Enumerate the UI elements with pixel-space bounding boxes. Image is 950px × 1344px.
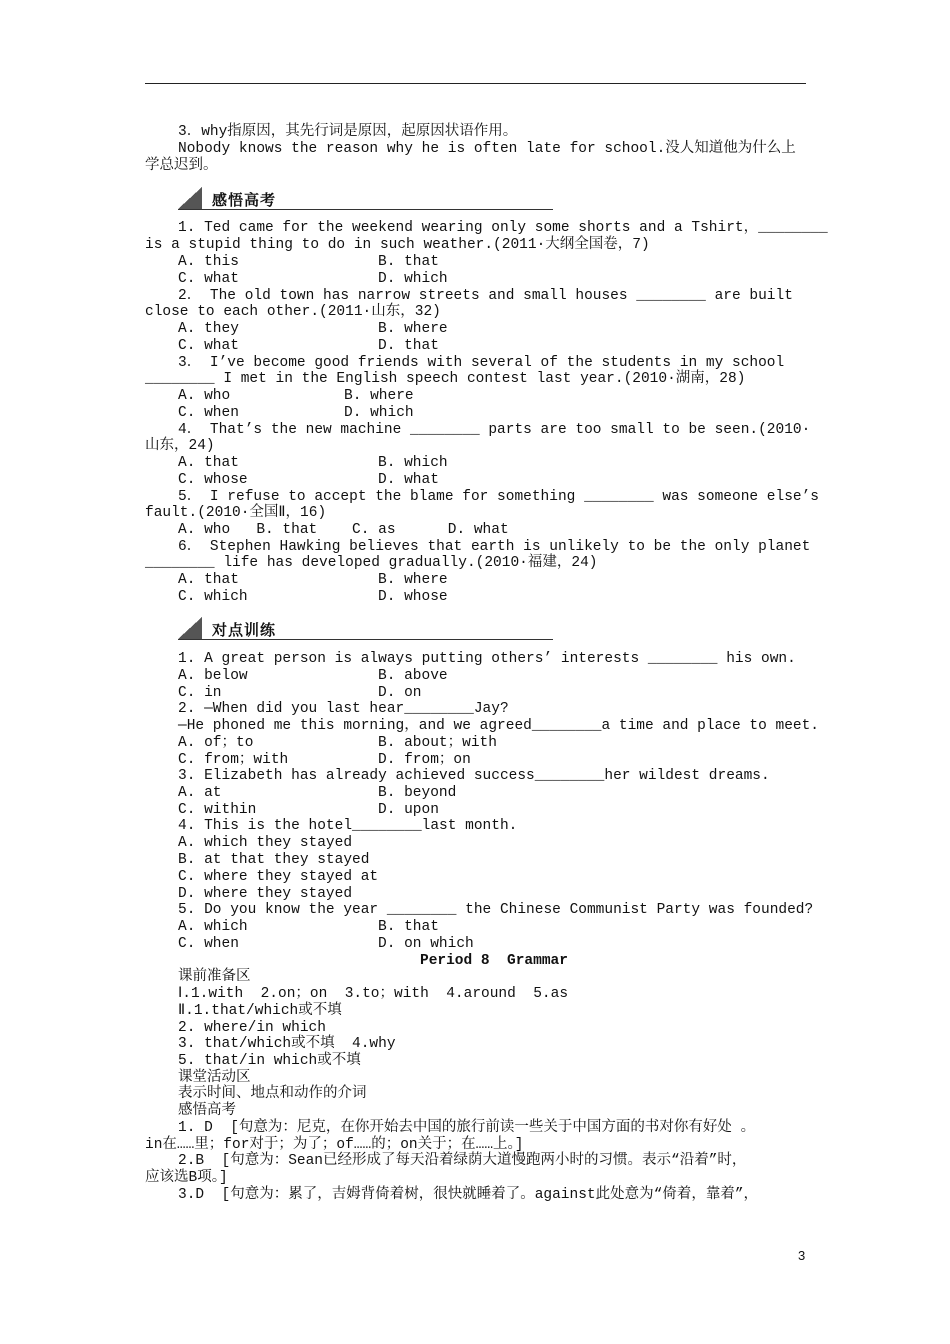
answer-line: 3.D [句意为：累了，吉姆背倚着树，很快就睡着了。against此处意为“倚着，靠着”，	[178, 1187, 759, 1203]
question-line: fault.(2010·全国Ⅱ，16)	[145, 505, 327, 521]
answer-line: 1. D [句意为：尼克，在你开始去中国的旅行前读一些关于中国方面的书对你有好处 。	[178, 1120, 756, 1136]
option: A. this	[178, 254, 239, 270]
option: D. upon	[378, 802, 439, 818]
question-line: 5． I refuse to accept the blame for something ________ was someone else’s	[178, 489, 820, 505]
question-line: ________ I met in the English speech contest last year.(2010·湖南，28)	[145, 371, 746, 387]
option: D. what	[378, 472, 439, 488]
question-line: —He phoned me this morning，and we agreed________a time and place to meet.	[178, 718, 820, 734]
answer-line: 5. that/in which或不填	[178, 1053, 361, 1069]
answer-line: 表示时间、地点和动作的介词	[178, 1086, 367, 1102]
question-line: 4. This is the hotel________last month.	[178, 818, 518, 834]
option: D. that	[378, 338, 439, 354]
option: C. from；with	[178, 752, 289, 768]
option: B. about；with	[378, 735, 497, 751]
option: B. above	[378, 668, 448, 684]
question-line: 1. Ted came for the weekend wearing only some shorts and a Tshirt，________	[178, 220, 828, 236]
question-line: 山东，24)	[145, 438, 215, 454]
option: D. where they stayed	[178, 886, 353, 902]
question-line: 5. Do you know the year ________ the Chinese Communist Party was founded?	[178, 902, 814, 918]
answer-line: 课堂活动区	[178, 1070, 251, 1086]
option: B. where	[344, 388, 414, 404]
question-line: ________ life has developed gradually.(2010·福建，24)	[145, 555, 598, 571]
option: B. which	[378, 455, 448, 471]
option: B. where	[378, 321, 448, 337]
option: B. where	[378, 572, 448, 588]
answer-line: Ⅱ.1.that/which或不填	[178, 1003, 342, 1019]
question-line: 1. A great person is always putting others’ interests ________ his own.	[178, 651, 796, 667]
page-number: 3	[798, 1248, 806, 1263]
question-line: 6． Stephen Hawking believes that earth is unlikely to be the only planet	[178, 539, 811, 555]
section-triangle-icon	[178, 187, 202, 209]
question-line: 3． I’ve become good friends with several of the students in my school	[178, 355, 785, 371]
question-line: 4． That’s the new machine ________ parts are too small to be seen.(2010·	[178, 422, 811, 438]
option: C. where they stayed at	[178, 869, 379, 885]
option: B. at that they stayed	[178, 852, 370, 868]
answer-line: 应该选B项。]	[145, 1170, 228, 1186]
option: A. below	[178, 668, 248, 684]
option: C. when	[178, 405, 239, 421]
section-triangle-icon	[178, 617, 202, 639]
section-title: 感悟高考	[212, 191, 277, 209]
intro-line: Nobody knows the reason why he is often late for school.没人知道他为什么上	[178, 141, 796, 157]
question-line: 2. —When did you last hear________Jay?	[178, 701, 509, 717]
option: D. on which	[378, 936, 474, 952]
answers-heading: Period 8 Grammar	[420, 953, 568, 969]
option: B. that	[378, 919, 439, 935]
option: D. on	[378, 685, 422, 701]
section-header-practice	[178, 617, 553, 640]
header-rule	[145, 83, 806, 84]
option: A. which they stayed	[178, 835, 353, 851]
answer-line: Ⅰ.1.with 2.on；on 3.to；with 4.around 5.as	[178, 986, 569, 1002]
answer-line: 3. that/which或不填 4.why	[178, 1036, 396, 1052]
option: B. beyond	[378, 785, 457, 801]
section-title: 对点训练	[212, 621, 277, 639]
option: A. at	[178, 785, 222, 801]
answer-line: 课前准备区	[178, 969, 251, 985]
option: A. that	[178, 572, 239, 588]
question-line: 3. Elizabeth has already achieved success________her wildest dreams.	[178, 768, 770, 784]
option: A. who	[178, 388, 231, 404]
question-line: close to each other.(2011·山东，32)	[145, 304, 441, 320]
option: C. what	[178, 338, 239, 354]
option: D. whose	[378, 589, 448, 605]
answer-line: 2. where/in which	[178, 1020, 326, 1036]
option-row: A. who B. that C. as D. what	[178, 522, 509, 538]
option: C. when	[178, 936, 239, 952]
section-header-gaokao	[178, 187, 553, 210]
option: C. whose	[178, 472, 248, 488]
intro-line: 学总迟到。	[145, 158, 218, 174]
option: B. that	[378, 254, 439, 270]
answer-line: in在……里；for对于；为了；of……的；on关于；在……上。]	[145, 1137, 524, 1153]
answer-line: 感悟高考	[178, 1103, 236, 1119]
option: A. which	[178, 919, 248, 935]
option: C. in	[178, 685, 222, 701]
option: D. from；on	[378, 752, 471, 768]
option: C. which	[178, 589, 248, 605]
answer-line: 2.B [句意为：Sean已经形成了每天沿着绿荫大道慢跑两小时的习惯。表示“沿着”时，	[178, 1153, 747, 1169]
option: D. which	[378, 271, 448, 287]
intro-line: 3．why指原因，其先行词是原因，起原因状语作用。	[178, 124, 518, 140]
option: C. what	[178, 271, 239, 287]
option: C. within	[178, 802, 257, 818]
option: A. of；to	[178, 735, 254, 751]
option: D. which	[344, 405, 414, 421]
question-line: is a stupid thing to do in such weather.(2011·大纲全国卷，7)	[145, 237, 650, 253]
option: A. they	[178, 321, 239, 337]
question-line: 2． The old town has narrow streets and small houses ________ are built	[178, 288, 793, 304]
option: A. that	[178, 455, 239, 471]
